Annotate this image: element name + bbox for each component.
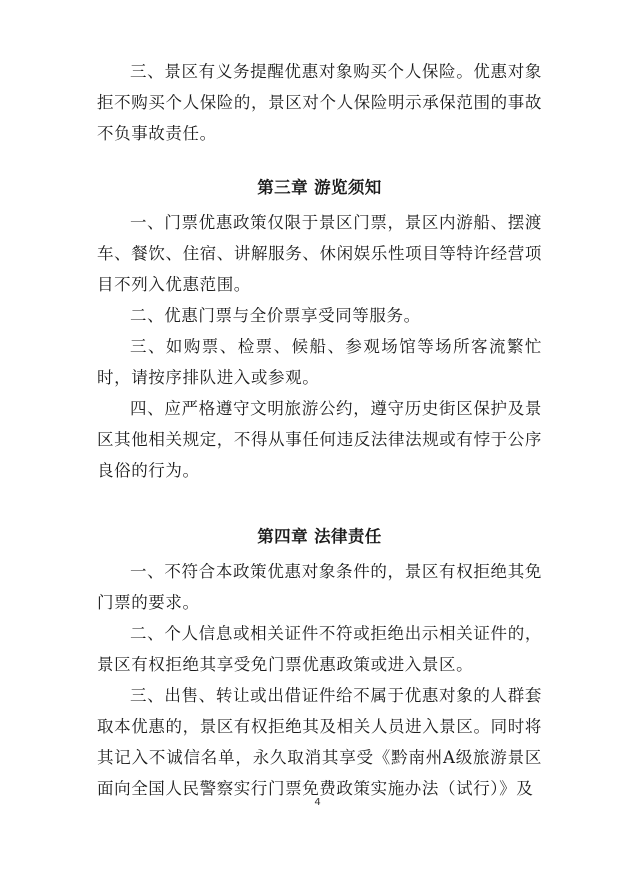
chapter-4-item-1: 一、不符合本政策优惠对象条件的，景区有权拒绝其免门票的要求。 xyxy=(97,562,542,612)
document-body xyxy=(97,56,542,804)
chapter-3-heading: 第三章 游览须知 xyxy=(257,178,382,197)
chapter-4-item-2: 二、个人信息或相关证件不符或拒绝出示相关证件的，景区有权拒绝其享受免门票优惠政策或进入景区。 xyxy=(97,624,542,674)
chapter-4-heading: 第四章 法律责任 xyxy=(257,527,382,546)
chapter-4-item-3: 三、出售、转让或出借证件给不属于优惠对象的人群套取本优惠的，景区有权拒绝其及相关人员进入景区。同时将其记入不诚信名单，永久取消其享受《黔南州A级旅游景区面向全国人民警察实行门票免费政策实施办法（试行）》及 xyxy=(97,686,542,798)
chapter-3-item-2: 二、优惠门票与全价票享受同等服务。 xyxy=(130,306,421,325)
chapter-3-item-1: 一、门票优惠政策仅限于景区门票，景区内游船、摆渡车、餐饮、住宿、讲解服务、休闲娱乐性项目等特许经营项目不列入优惠范围。 xyxy=(97,213,542,294)
chapter-3-item-3: 三、如购票、检票、候船、参观场馆等场所客流繁忙时，请按序排队进入或参观。 xyxy=(97,337,542,387)
chapter-3-item-4: 四、应严格遵守文明旅游公约，遵守历史街区保护及景区其他相关规定，不得从事任何违反法律法规或有悖于公序良俗的行为。 xyxy=(97,399,542,480)
paragraph-insurance-notice: 三、景区有义务提醒优惠对象购买个人保险。优惠对象拒不购买个人保险的，景区对个人保险明示承保范围的事故不负事故责任。 xyxy=(97,62,542,143)
page-number: 4 xyxy=(314,797,321,808)
